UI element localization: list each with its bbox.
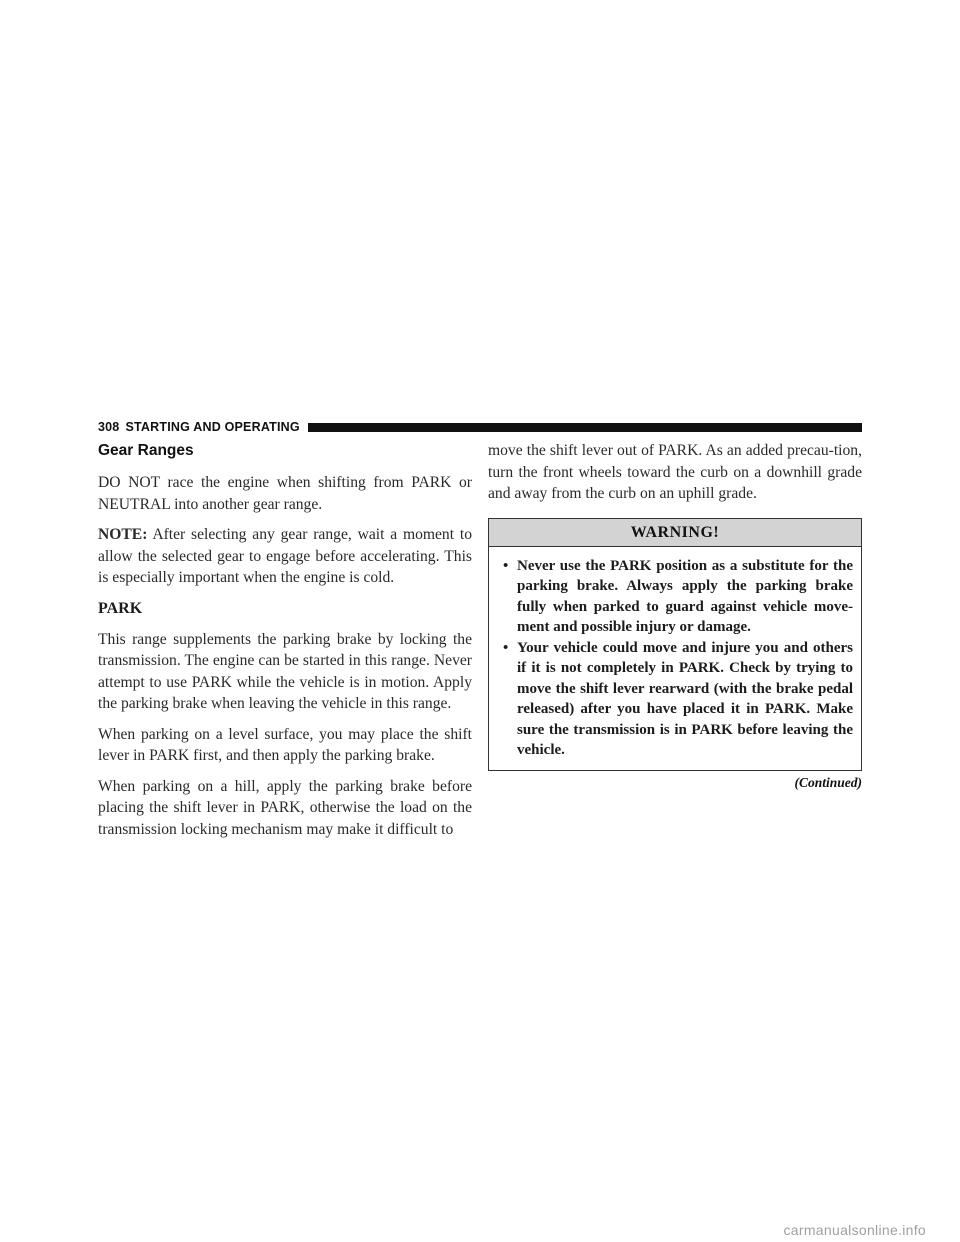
park-paragraph-2: When parking on a level surface, you may place the shift lever in PARK first, and then apply the parking brake. (98, 725, 472, 764)
park-paragraph-1: This range supplements the parking brake by locking the transmission. The engine can be started in this range. Never attempt to use PARK while the vehicle is in motion. Apply the parking brake when leaving the vehicle in this range. (98, 630, 472, 712)
continued-label: (Continued) (794, 774, 862, 790)
page-header (98, 420, 862, 434)
section-title: STARTING AND OPERATING (125, 420, 300, 434)
gear-ranges-heading: Gear Ranges (98, 442, 194, 459)
page-number: 308 (98, 420, 120, 434)
warning-title: WARNING! (489, 519, 861, 547)
note-label: NOTE: (98, 526, 148, 543)
watermark-link[interactable]: carmanualsonline.info (783, 1222, 926, 1238)
park-paragraph-3: When parking on a hill, apply the parking brake before placing the shift lever in PARK, otherwise the load on the transmission locking mechanism may make it difficult to (98, 777, 472, 838)
bullet-icon: • (503, 639, 509, 656)
warning-box (488, 518, 862, 771)
continuation-paragraph: move the shift lever out of PARK. As an added precau-tion, turn the front wheels toward the curb on a downhill grade and away from the curb on an uphill grade. (488, 442, 862, 502)
warning-item (497, 556, 853, 638)
bullet-icon: • (503, 557, 509, 574)
warning-list (489, 547, 861, 770)
note-paragraph (98, 524, 472, 589)
header-rule (308, 423, 862, 432)
left-column (98, 440, 472, 849)
note-text: After selecting any gear range, wait a moment to allow the selected gear to engage before accelerating. This is especially important when the engine is cold. (98, 526, 472, 586)
park-heading: PARK (98, 599, 143, 617)
warning-item-text: Never use the PARK position as a substitute for the parking brake. Always apply the parking brake fully when parked to guard against vehicle move-ment and possible injury or damage. (517, 557, 853, 635)
race-engine-paragraph: DO NOT race the engine when shifting from PARK or NEUTRAL into another gear range. (98, 474, 472, 513)
warning-item-text: Your vehicle could move and injure you and others if it is not completely in PARK. Check by trying to move the shift lever rearward (with the brake pedal released) after you have placed it in PARK. Make sure the transmission is in PARK before leaving the vehicle. (517, 639, 853, 758)
warning-item (497, 638, 853, 761)
right-column (488, 440, 862, 791)
